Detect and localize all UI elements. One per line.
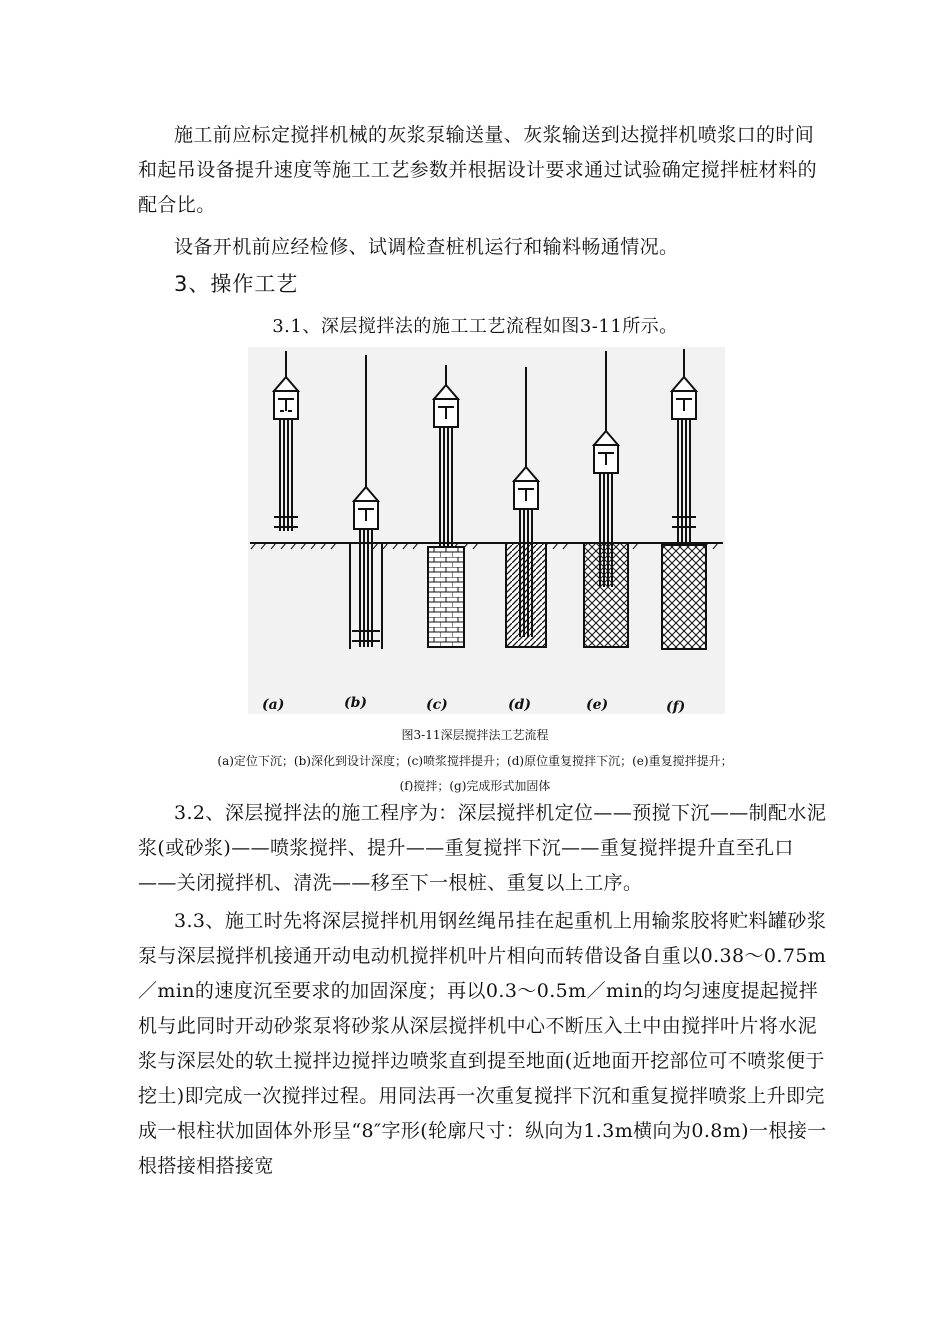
stage-label-e: (e) [586, 697, 609, 713]
stage-d-diagram [506, 367, 546, 647]
stage-a-diagram [274, 351, 298, 531]
figure-subcaption-line1: (a)定位下沉；(b)深化到设计深度；(c)喷浆搅拌提升；(d)原位重复搅拌下沉；(e)重复搅拌提升； [217, 754, 733, 768]
figure-caption: 图3-11深层搅拌法工艺流程 [401, 728, 549, 742]
section-heading: 3、操作工艺 [174, 272, 299, 296]
paragraph-procedure: 3.2、深层搅拌法的施工程序为：深层搅拌机定位——预搅下沉——制配水泥浆(或砂浆)——喷浆搅拌、提升——重复搅拌下沉——重复搅拌提升直至孔口——关闭搅拌机、清洗——移至下一根桩、重复以上工序。 [138, 802, 827, 894]
figure-subcaption-line2: (f)搅拌；(g)完成形式加固体 [399, 779, 551, 793]
stage-label-f: (f) [666, 699, 686, 714]
stage-f-diagram [662, 349, 706, 649]
stage-e-diagram [584, 351, 628, 647]
stage-label-b: (b) [344, 695, 368, 711]
paragraph-construction: 3.3、施工时先将深层搅拌机用钢丝绳吊挂在起重机上用输浆胶将贮料罐砂浆泵与深层搅拌机接通开动电动机搅拌机叶片相向而转借设备自重以0.38～0.75m／min的速度沉至要求的加固深度；再以0.3～0.5m／min的均匀速度提起搅拌机与此同时开动砂浆泵将砂浆从深层搅拌机中心不断压入土中由搅拌叶片将水泥浆与深层处的软土搅拌边搅拌边喷浆直到提至地面(近地面开挖部位可不喷浆便于挖土)即完成一次搅拌过程。用同法再一次重复搅拌下沉和重复搅拌喷浆上升即完成一根柱状加固体外形呈“8″字形(轮廓尺寸：纵向为1.3m横向为0.8m)一根接一根搭接相搭接宽 [138, 910, 827, 1177]
process-figure [248, 347, 725, 714]
subsection-heading: 3.1、深层搅拌法的施工工艺流程如图3-11所示。 [272, 316, 678, 337]
stage-b-diagram [350, 355, 382, 649]
ground-line [250, 543, 723, 549]
stage-c-diagram [428, 365, 464, 647]
paragraph-calibration: 施工前应标定搅拌机械的灰浆泵输送量、灰浆输送到达搅拌机喷浆口的时间和起吊设备提升速度等施工工艺参数并根据设计要求通过试验确定搅拌桩材料的配合比。 [138, 124, 818, 216]
paragraph-equipment-check: 设备开机前应经检修、试调检查桩机运行和输料畅通情况。 [174, 236, 679, 258]
stage-label-d: (d) [508, 697, 532, 713]
stage-label-a: (a) [262, 697, 285, 713]
stage-label-c: (c) [426, 697, 448, 713]
